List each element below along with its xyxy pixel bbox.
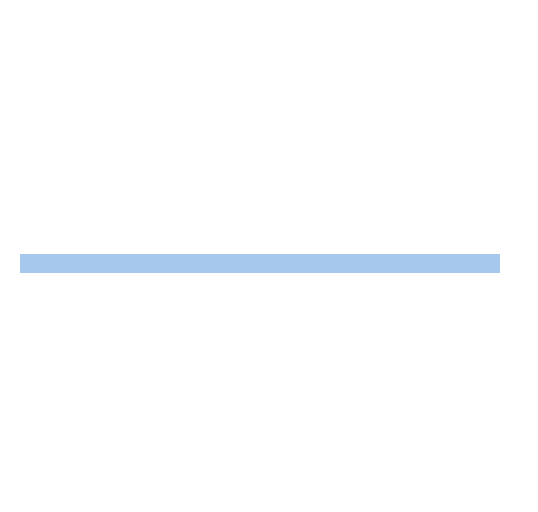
header-organization[interactable] <box>20 58 120 78</box>
report-date[interactable] <box>300 16 400 36</box>
header-overdraft[interactable] <box>393 58 500 78</box>
total-sum[interactable] <box>288 253 393 273</box>
total-label[interactable] <box>120 253 288 273</box>
organization-name[interactable] <box>22 78 122 98</box>
header-sum[interactable] <box>288 58 393 78</box>
report-title[interactable] <box>22 16 282 36</box>
header-bank[interactable] <box>120 58 288 78</box>
total-overdraft[interactable] <box>393 253 500 273</box>
